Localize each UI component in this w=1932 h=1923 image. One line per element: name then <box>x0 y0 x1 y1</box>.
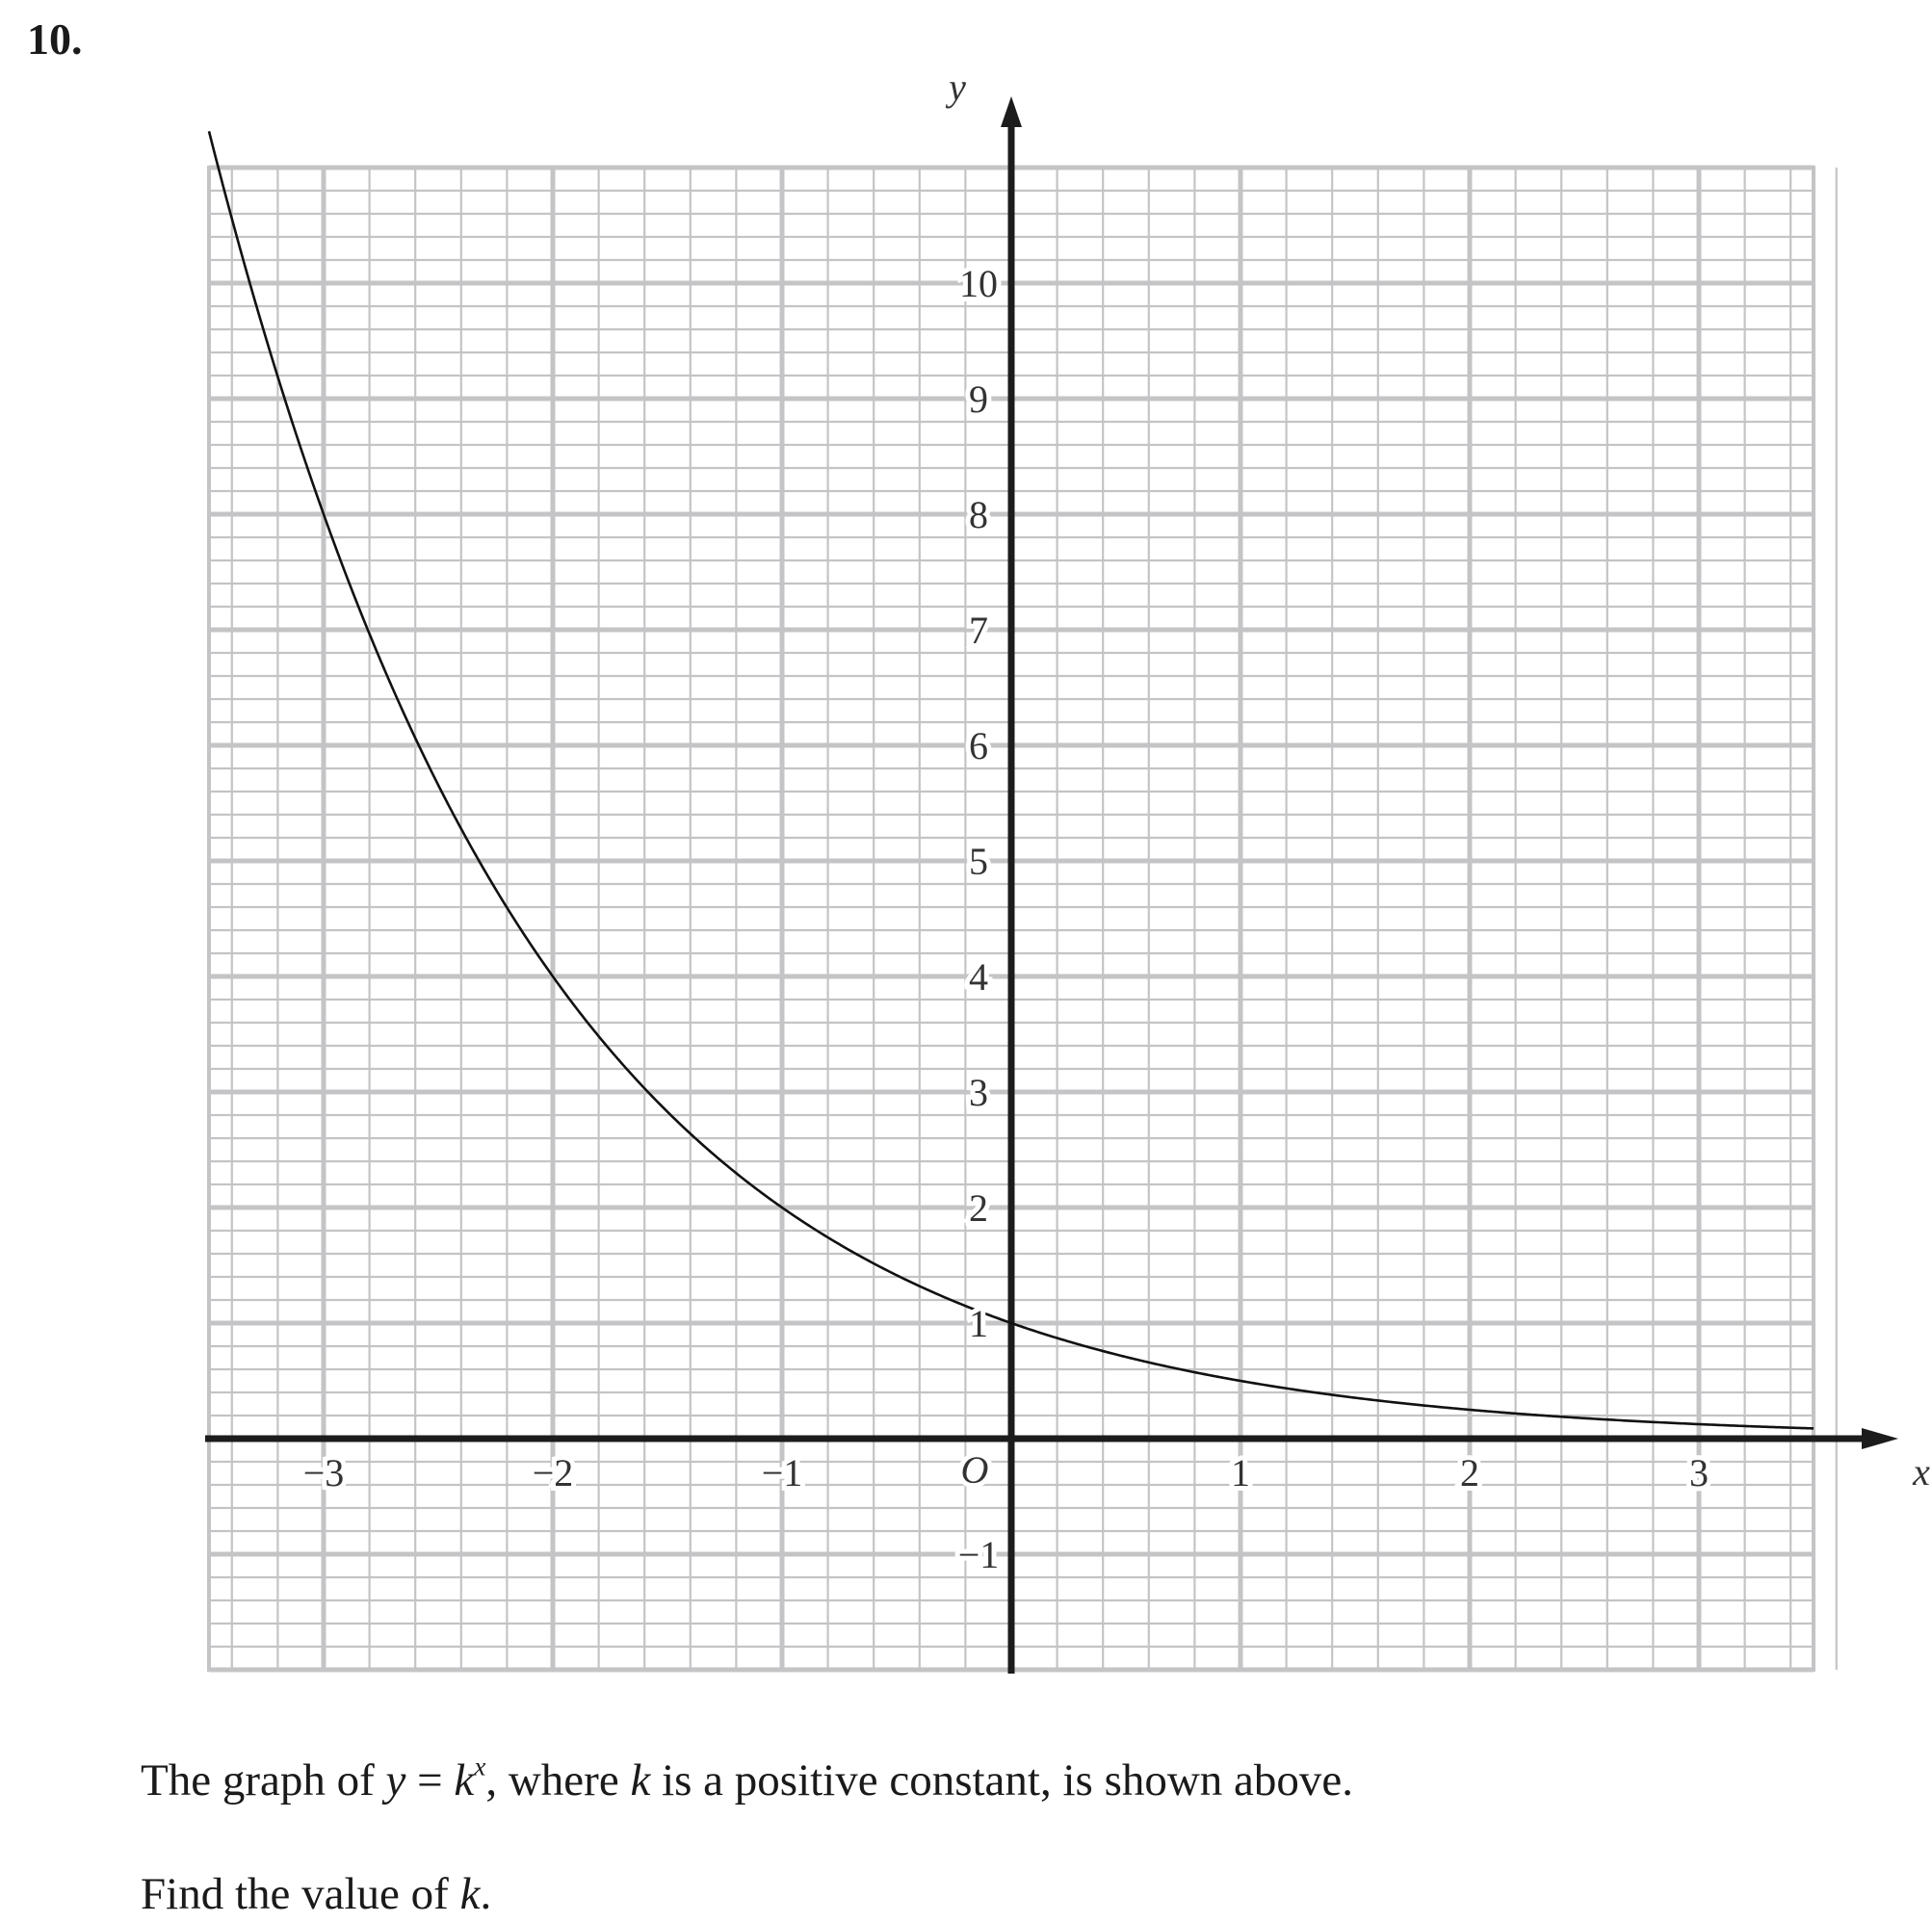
x-axis-label: x <box>1913 1450 1930 1494</box>
task-text-2: . <box>480 1869 492 1919</box>
prompt-var-k2: k <box>630 1755 651 1806</box>
x-tick-label: −3 <box>302 1451 345 1494</box>
question-number: 10. <box>27 14 83 64</box>
y-tick-label: 3 <box>969 1071 988 1114</box>
prompt-var-k: k <box>454 1755 475 1806</box>
x-tick-label: −1 <box>761 1451 803 1494</box>
prompt-text-4: is a positive constant, is shown above. <box>650 1755 1354 1806</box>
y-tick-label: 6 <box>969 724 988 767</box>
y-tick-label: 7 <box>969 609 988 652</box>
y-tick-label: 9 <box>969 377 988 421</box>
prompt-text-2: = <box>405 1755 455 1806</box>
task-var-k: k <box>459 1869 481 1919</box>
grid <box>209 168 1837 1670</box>
question-task <box>141 1869 492 1919</box>
y-tick-label: 10 <box>959 262 998 305</box>
question-prompt <box>141 1752 1354 1806</box>
x-axis-arrow-icon <box>1862 1428 1898 1449</box>
x-tick-label: −2 <box>532 1451 574 1494</box>
prompt-text-1: The graph of <box>141 1755 386 1806</box>
prompt-var-y: y <box>385 1755 406 1806</box>
x-tick-label: 1 <box>1231 1451 1250 1494</box>
y-tick-label: 2 <box>969 1186 988 1230</box>
y-tick-label: −1 <box>957 1533 1000 1576</box>
y-axis-arrow-icon <box>1001 96 1022 127</box>
x-tick-label: 3 <box>1689 1451 1709 1494</box>
prompt-exponent-x: x <box>474 1752 486 1781</box>
y-axis-label: y <box>949 65 966 109</box>
y-tick-label: 4 <box>969 955 988 999</box>
x-tick-label: 2 <box>1460 1451 1479 1494</box>
y-tick-label: 5 <box>969 840 988 883</box>
y-tick-label: 1 <box>969 1302 988 1345</box>
prompt-text-3: , where <box>485 1755 631 1806</box>
y-tick-label: 8 <box>969 493 988 536</box>
task-text-1: Find the value of <box>141 1869 460 1919</box>
origin-label: O <box>960 1448 989 1492</box>
